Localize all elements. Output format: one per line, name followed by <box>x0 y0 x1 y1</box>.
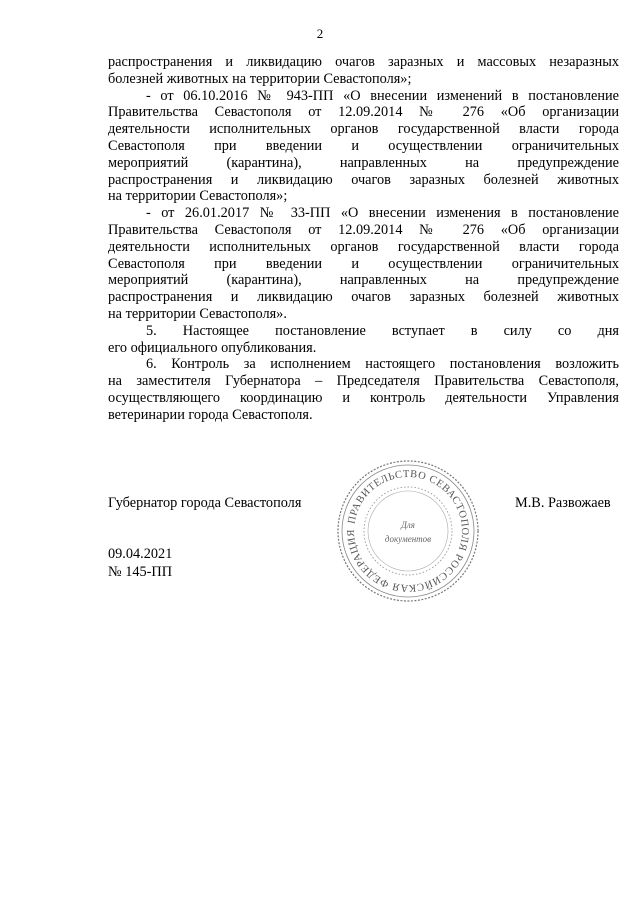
text-line: распространения и ликвидацию очагов заразных болезней животных <box>108 171 619 188</box>
text-line: распространения и ликвидацию очагов заразных и массовых незаразных <box>108 54 619 70</box>
text-line: Правительства Севастополя от 12.09.2014 № 276 «Об организации <box>108 221 619 238</box>
text-line: ветеринарии города Севастополя. <box>108 406 313 423</box>
text-line: на территории Севастополя». <box>108 305 287 322</box>
signatory-title: Губернатор города Севастополя <box>108 495 302 511</box>
page-number: 2 <box>316 26 324 41</box>
text-line: Севастополя при введении и осуществлении ограничительных <box>108 137 619 154</box>
seal-outer-text: ПРАВИТЕЛЬСТВО СЕВАСТОПОЛЯ РОССИЙСКАЯ ФЕДЕРАЦИЯ <box>345 468 471 594</box>
text-line: деятельности исполнительных органов государственной власти города <box>108 238 619 255</box>
text-line: деятельности исполнительных органов государственной власти города <box>108 121 619 138</box>
text-line: - от 26.01.2017 № 33-ПП «О внесении изменения в постановление <box>146 205 619 222</box>
text-line: осуществляющего координацию и контроль деятельности Управления <box>108 389 619 406</box>
text-line: 6. Контроль за исполнением настоящего постановления возложить <box>146 356 619 373</box>
document-date: 09.04.2021 <box>108 546 173 562</box>
text-line: его официального опубликования. <box>108 339 317 356</box>
text-line: Севастополя при введении и осуществлении ограничительных <box>108 255 619 272</box>
svg-text:ПРАВИТЕЛЬСТВО СЕВАСТОПОЛЯ РОСС <box>346 469 470 593</box>
document-number: № 145-ПП <box>108 564 173 580</box>
text-line: на заместителя Губернатора – Председателя Правительства Севастополя, <box>108 373 619 390</box>
document-body <box>108 54 619 424</box>
text-line: - от 06.10.2016 № 943-ПП «О внесении изменений в постановление <box>146 87 619 104</box>
text-line: болезней животных на территории Севастополя»; <box>108 70 412 87</box>
seal-center-line1: Для <box>401 520 415 530</box>
text-line: 5. Настоящее постановление вступает в силу со дня <box>146 322 619 339</box>
text-line: Правительства Севастополя от 12.09.2014 № 276 «Об организации <box>108 104 619 121</box>
text-line: мероприятий (карантина), направленных на предупреждение <box>108 272 619 289</box>
text-line: мероприятий (карантина), направленных на предупреждение <box>108 154 619 171</box>
signatory-name: М.В. Развожаев <box>515 495 611 511</box>
text-line: распространения и ликвидацию очагов заразных болезней животных <box>108 289 619 306</box>
text-line: на территории Севастополя»; <box>108 188 288 205</box>
seal-center-line2: документов <box>384 534 432 544</box>
official-seal <box>335 458 481 604</box>
